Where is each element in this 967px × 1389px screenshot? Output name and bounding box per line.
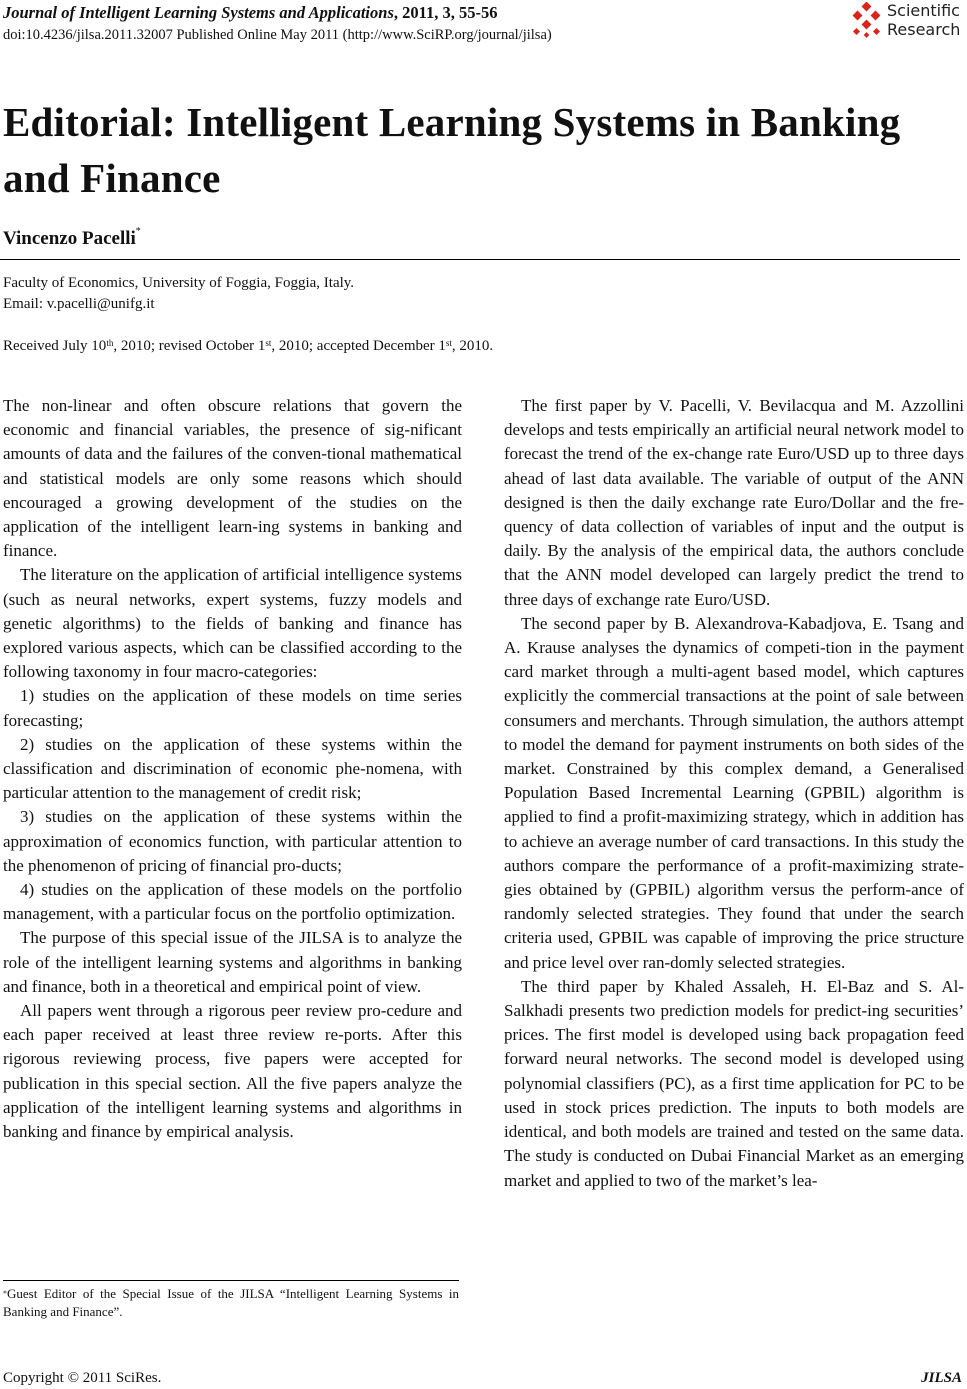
footnote-text: Guest Editor of the Special Issue of the JILSA “Intelligent Learning Systems in Banking and Finance”.: [3, 1286, 459, 1319]
paragraph: The purpose of this special issue of the JILSA is to analyze the role of the intelligent learning systems and algorithms in banking and finance, both in a theoretical and empirical point of view.: [3, 928, 462, 996]
affiliation: Faculty of Economics, University of Foggia, Foggia, Italy.: [3, 275, 355, 291]
doi-line: doi:10.4236/jilsa.2011.32007 Published Online May 2011 (http://www.SciRP.org/journal/jilsa): [3, 27, 552, 43]
paragraph: The third paper by Khaled Assaleh, H. El-Baz and S. Al-Salkhadi presents two prediction models for predict-ing securities’ prices. The first model is developed using back propagation feed forward neural networks. The second model is developed using polynomial classifiers (PC), as a first time application for PC to be used in stock prices prediction. The inputs to both models are identical, and both models are trained and tested on the same data. The study is conducted on Dubai Financial Market as an emerging market and applied to two of the market’s lea-: [504, 976, 964, 1190]
scirp-logo-icon: [850, 2, 884, 40]
accepted-date: , 2010; accepted December 1: [271, 338, 446, 354]
journal-header: [3, 2, 703, 46]
logo-line-1: Scientific: [887, 1, 960, 20]
author-mark: *: [135, 226, 141, 237]
header-rule: [0, 259, 960, 260]
left-column: [3, 394, 462, 1144]
affiliation-block: [3, 273, 354, 315]
paragraph: The first paper by V. Pacelli, V. Bevilacqua and M. Azzollini develops and tests empirically an artificial neural network model to forecast the trend of the ex-change rate Euro/USD up to three days ahead of last data available. The variable of output of the ANN designed is then the daily exchange rate Euro/Dollar and the fre-quency of data collection of variables of input and the output is daily. By the analysis of the empirical data, the authors conclude that the ANN model developed can largely predict the trend to three days of exchange rate Euro/USD.: [504, 396, 964, 609]
journal-name: Journal of Intelligent Learning Systems and Applications: [3, 3, 394, 22]
paragraph: All papers went through a rigorous peer review pro-cedure and each paper received at least three review re-ports. After this rigorous reviewing process, five papers were accepted for publication in this special section. All the five papers analyze the application of the intelligent learning systems and algorithms in banking and finance by empirical analysis.: [3, 1001, 462, 1142]
list-item: 3) studies on the application of these systems within the approximation of economics function, with particular attention to the phenomenon of pricing of financial pro-ducts;: [3, 807, 462, 875]
logo-wordmark: [887, 1, 960, 39]
scientific-research-logo: [850, 0, 967, 44]
list-item: 4) studies on the application of these models on the portfolio management, with a particular focus on the portfolio optimization.: [3, 880, 462, 924]
footnote-rule: [3, 1280, 459, 1281]
list-item: 2) studies on the application of these systems within the classification and discrimination of economic phe-nomena, with particular attention to the management of credit risk;: [3, 734, 462, 803]
list-item: 1) studies on the application of these models on time series forecasting;: [3, 686, 462, 730]
paragraph: The non-linear and often obscure relations that govern the economic and financial variables, the presence of sig-nificant amounts of data and the failures of the conven-tional mathematical and statistical models are only some reasons which should encouraged a growing development of the studies on the application of the intelligent learn-ing systems in banking and finance.: [3, 396, 462, 561]
footnote-mark: *: [3, 1289, 7, 1298]
article-title: Editorial: Intelligent Learning Systems in Banking and Finance: [3, 99, 901, 201]
accepted-sup: st: [445, 338, 452, 348]
copyright: Copyright © 2011 SciRes.: [3, 1370, 162, 1386]
article-dates: [3, 336, 493, 357]
footnote: [3, 1285, 459, 1321]
email: Email: v.pacelli@unifg.it: [3, 296, 155, 312]
revised-sup: st: [265, 338, 272, 348]
received-sup: th: [106, 338, 114, 348]
revised-date: , 2010; revised October 1: [113, 338, 266, 354]
author-name: Vincenzo Pacelli: [3, 228, 136, 249]
paragraph: The literature on the application of artificial intelligence systems (such as neural networks, expert systems, fuzzy models and genetic algorithms) to the fields of banking and finance has explored various aspects, which can be classified according to the following taxonomy in four macro-categories:: [3, 565, 462, 682]
right-column: [504, 394, 964, 1193]
logo-line-2: Research: [887, 20, 961, 39]
received-date: Received July 10: [3, 338, 107, 354]
journal-citation: [3, 2, 703, 24]
paragraph: The second paper by B. Alexandrova-Kabadjova, E. Tsang and A. Krause analyses the dynamics of competi-tion in the payment card market through a multi-agent based model, which captures explicitly the commercial transactions at the point of sale between consumers and merchants. Through simulation, the authors attempt to model the demand for payment instruments on both sides of the market. Constrained by this complex demand, a Generalised Population Based Incremental Learning (GPBIL) algorithm is applied to find a profit-maximizing strategy, which in addition has to achieve an average number of card transactions. In this study the authors compare the performance of a profit-maximizing strate-gies obtained by (GPBIL) algorithm versus the perform-ance of randomly selected strategies. They found that under the search criteria used, GPBIL was capable of improving the price structure and price level over ran-domly selected strategies.: [504, 613, 964, 972]
footer-journal-abbrev: JILSA: [921, 1370, 962, 1386]
author: [3, 228, 141, 250]
journal-volume: , 2011, 3, 55-56: [393, 3, 498, 22]
dates-end: , 2010.: [451, 338, 494, 354]
